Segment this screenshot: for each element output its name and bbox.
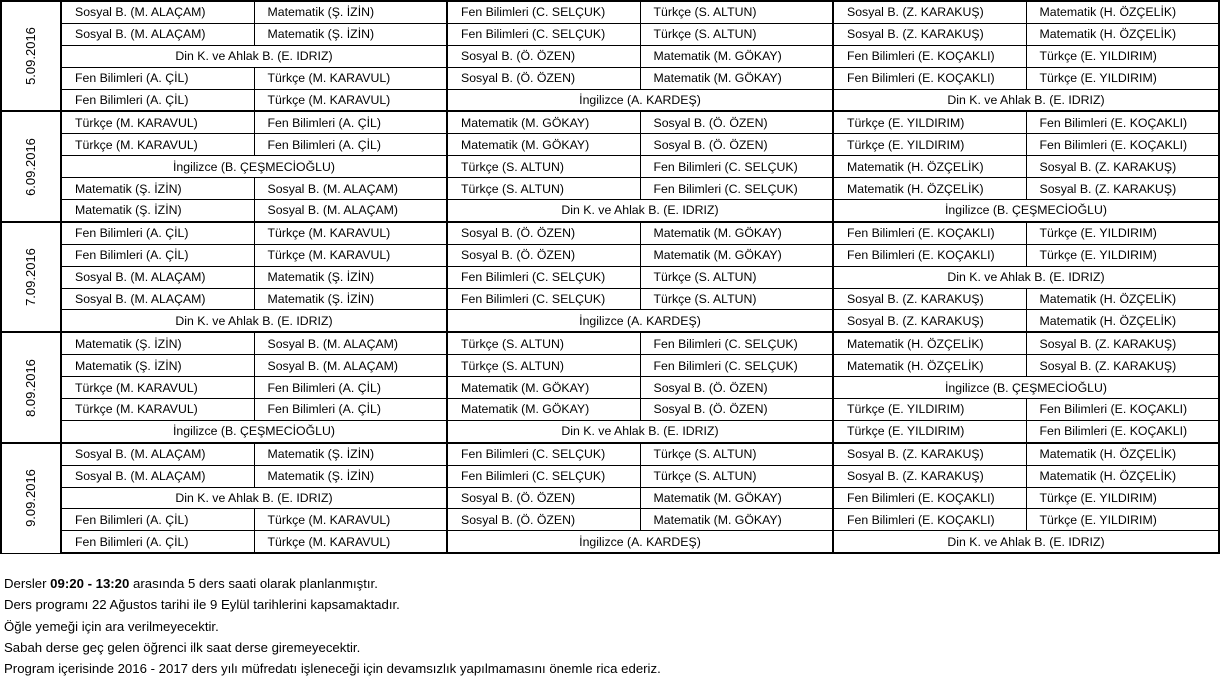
lesson-cell: Türkçe (E. YILDIRIM) xyxy=(1026,487,1219,509)
lesson-cell: Sosyal B. (Ö. ÖZEN) xyxy=(447,222,640,244)
lesson-cell: Matematik (M. GÖKAY) xyxy=(447,111,640,133)
lesson-cell: Fen Bilimleri (A. ÇİL) xyxy=(61,244,254,266)
lesson-cell: Türkçe (S. ALTUN) xyxy=(640,23,833,45)
day-date-cell xyxy=(1,1,61,111)
table-row xyxy=(1,443,1219,465)
table-row xyxy=(1,45,1219,67)
lesson-cell: Matematik (M. GÖKAY) xyxy=(640,45,833,67)
lesson-cell: Türkçe (M. KARAVUL) xyxy=(254,244,447,266)
lesson-cell: Türkçe (S. ALTUN) xyxy=(640,1,833,23)
lesson-cell: Sosyal B. (Z. KARAKUŞ) xyxy=(1026,178,1219,200)
lesson-cell: Fen Bilimleri (E. KOÇAKLI) xyxy=(833,487,1026,509)
lesson-cell: Sosyal B. (M. ALAÇAM) xyxy=(254,355,447,377)
note-attendance: Program içerisinde 2016 - 2017 ders yılı müfredatı işleneceği için devamsızlık yapılmamasını önemle rica ederiz. xyxy=(4,661,661,677)
lesson-cell: İngilizce (B. ÇEŞMECİOĞLU) xyxy=(61,156,447,178)
lesson-cell: Matematik (H. ÖZÇELİK) xyxy=(833,332,1026,354)
lesson-cell: Sosyal B. (Z. KARAKUŞ) xyxy=(1026,355,1219,377)
lesson-cell: Matematik (Ş. İZİN) xyxy=(254,443,447,465)
table-row xyxy=(1,487,1219,509)
lesson-cell: Din K. ve Ahlak B. (E. IDRIZ) xyxy=(61,487,447,509)
day-date-label: 6.09.2016 xyxy=(23,137,38,196)
lesson-cell: Fen Bilimleri (C. SELÇUK) xyxy=(447,23,640,45)
table-row xyxy=(1,67,1219,89)
lesson-cell: Türkçe (E. YILDIRIM) xyxy=(833,399,1026,421)
note-no-lunch-break: Öğle yemeği için ara verilmeyecektir. xyxy=(4,618,219,634)
lesson-cell: Sosyal B. (M. ALAÇAM) xyxy=(61,288,254,310)
lesson-cell: Sosyal B. (Ö. ÖZEN) xyxy=(447,67,640,89)
lesson-cell: Fen Bilimleri (C. SELÇUK) xyxy=(447,288,640,310)
lesson-cell: Matematik (Ş. İZİN) xyxy=(61,332,254,354)
day-date-label: 9.09.2016 xyxy=(23,469,38,528)
lesson-cell: İngilizce (A. KARDEŞ) xyxy=(447,310,833,332)
lesson-cell: Matematik (Ş. İZİN) xyxy=(254,1,447,23)
lesson-cell: Fen Bilimleri (E. KOÇAKLI) xyxy=(833,244,1026,266)
lesson-cell: Sosyal B. (Ö. ÖZEN) xyxy=(640,377,833,399)
lesson-cell: Sosyal B. (Z. KARAKUŞ) xyxy=(1026,332,1219,354)
table-row xyxy=(1,355,1219,377)
lesson-cell: Fen Bilimleri (E. KOÇAKLI) xyxy=(1026,111,1219,133)
lesson-cell: Fen Bilimleri (E. KOÇAKLI) xyxy=(1026,420,1219,442)
table-row xyxy=(1,420,1219,442)
lesson-cell: Matematik (H. ÖZÇELİK) xyxy=(833,355,1026,377)
lesson-cell: Türkçe (E. YILDIRIM) xyxy=(1026,509,1219,531)
lesson-cell: Türkçe (E. YILDIRIM) xyxy=(1026,244,1219,266)
lesson-cell: Sosyal B. (Z. KARAKUŞ) xyxy=(833,443,1026,465)
lesson-cell: Türkçe (M. KARAVUL) xyxy=(61,111,254,133)
lesson-cell: Matematik (H. ÖZÇELİK) xyxy=(833,178,1026,200)
lesson-cell: Sosyal B. (Ö. ÖZEN) xyxy=(447,244,640,266)
lesson-cell: İngilizce (A. KARDEŞ) xyxy=(447,531,833,553)
lesson-cell: Türkçe (E. YILDIRIM) xyxy=(833,420,1026,442)
day-date-cell xyxy=(1,222,61,332)
lesson-cell: Sosyal B. (Z. KARAKUŞ) xyxy=(833,310,1026,332)
lesson-cell: Din K. ve Ahlak B. (E. IDRIZ) xyxy=(61,45,447,67)
table-row xyxy=(1,266,1219,288)
lesson-cell: Matematik (M. GÖKAY) xyxy=(640,222,833,244)
lesson-cell: Din K. ve Ahlak B. (E. IDRIZ) xyxy=(447,200,833,222)
lesson-cell: Matematik (Ş. İZİN) xyxy=(254,23,447,45)
lesson-cell: Türkçe (M. KARAVUL) xyxy=(61,377,254,399)
lesson-cell: Matematik (M. GÖKAY) xyxy=(447,134,640,156)
lesson-cell: Sosyal B. (Ö. ÖZEN) xyxy=(640,399,833,421)
table-row xyxy=(1,244,1219,266)
lesson-cell: Fen Bilimleri (C. SELÇUK) xyxy=(640,178,833,200)
lesson-cell: Sosyal B. (Z. KARAKUŞ) xyxy=(833,288,1026,310)
lesson-cell: Sosyal B. (M. ALAÇAM) xyxy=(254,178,447,200)
lesson-cell: Fen Bilimleri (A. ÇİL) xyxy=(254,111,447,133)
lesson-cell: Sosyal B. (M. ALAÇAM) xyxy=(61,465,254,487)
table-row xyxy=(1,310,1219,332)
lesson-cell: Türkçe (M. KARAVUL) xyxy=(254,509,447,531)
lesson-cell: Sosyal B. (Z. KARAKUŞ) xyxy=(833,23,1026,45)
lesson-cell: Matematik (M. GÖKAY) xyxy=(447,377,640,399)
lesson-cell: Sosyal B. (M. ALAÇAM) xyxy=(254,332,447,354)
lesson-cell: Sosyal B. (Ö. ÖZEN) xyxy=(447,509,640,531)
lesson-cell: Türkçe (S. ALTUN) xyxy=(447,332,640,354)
lesson-cell: İngilizce (B. ÇEŞMECİOĞLU) xyxy=(833,200,1219,222)
lesson-cell: Türkçe (E. YILDIRIM) xyxy=(1026,67,1219,89)
lesson-cell: Din K. ve Ahlak B. (E. IDRIZ) xyxy=(447,420,833,442)
lesson-cell: İngilizce (B. ÇEŞMECİOĞLU) xyxy=(833,377,1219,399)
table-row xyxy=(1,509,1219,531)
lesson-cell: Matematik (Ş. İZİN) xyxy=(61,178,254,200)
day-date-label: 8.09.2016 xyxy=(23,358,38,417)
lesson-cell: Fen Bilimleri (A. ÇİL) xyxy=(61,222,254,244)
lesson-cell: Sosyal B. (Ö. ÖZEN) xyxy=(447,487,640,509)
lesson-cell: Türkçe (E. YILDIRIM) xyxy=(1026,45,1219,67)
lesson-cell: Türkçe (M. KARAVUL) xyxy=(254,89,447,111)
lesson-cell: Fen Bilimleri (E. KOÇAKLI) xyxy=(833,45,1026,67)
lesson-cell: Fen Bilimleri (C. SELÇUK) xyxy=(447,443,640,465)
lesson-cell: Sosyal B. (Z. KARAKUŞ) xyxy=(833,1,1026,23)
lesson-cell: Türkçe (S. ALTUN) xyxy=(447,355,640,377)
lesson-cell: Matematik (Ş. İZİN) xyxy=(254,266,447,288)
lesson-cell: Fen Bilimleri (C. SELÇUK) xyxy=(447,1,640,23)
lesson-cell: Türkçe (S. ALTUN) xyxy=(447,156,640,178)
lesson-cell: Matematik (Ş. İZİN) xyxy=(254,465,447,487)
lesson-cell: Fen Bilimleri (E. KOÇAKLI) xyxy=(1026,134,1219,156)
table-row xyxy=(1,531,1219,553)
lesson-cell: Fen Bilimleri (C. SELÇUK) xyxy=(447,266,640,288)
lesson-cell: Türkçe (S. ALTUN) xyxy=(447,178,640,200)
lesson-cell: Fen Bilimleri (E. KOÇAKLI) xyxy=(1026,399,1219,421)
lesson-cell: Matematik (Ş. İZİN) xyxy=(254,288,447,310)
lesson-cell: Türkçe (M. KARAVUL) xyxy=(254,67,447,89)
lesson-cell: Matematik (M. GÖKAY) xyxy=(640,244,833,266)
lesson-cell: Matematik (M. GÖKAY) xyxy=(640,67,833,89)
table-row xyxy=(1,399,1219,421)
table-row xyxy=(1,156,1219,178)
day-date-cell xyxy=(1,443,61,553)
lesson-cell: Fen Bilimleri (C. SELÇUK) xyxy=(447,465,640,487)
lesson-cell: Fen Bilimleri (E. KOÇAKLI) xyxy=(833,222,1026,244)
lesson-cell: Sosyal B. (M. ALAÇAM) xyxy=(61,266,254,288)
table-row xyxy=(1,465,1219,487)
lesson-cell: Fen Bilimleri (A. ÇİL) xyxy=(254,399,447,421)
table-row xyxy=(1,89,1219,111)
lesson-cell: Matematik (M. GÖKAY) xyxy=(640,487,833,509)
lesson-cell: Sosyal B. (Ö. ÖZEN) xyxy=(640,134,833,156)
lesson-cell: Türkçe (E. YILDIRIM) xyxy=(1026,222,1219,244)
lesson-cell: Fen Bilimleri (A. ÇİL) xyxy=(61,531,254,553)
lesson-cell: Fen Bilimleri (A. ÇİL) xyxy=(61,89,254,111)
lesson-cell: Sosyal B. (Z. KARAKUŞ) xyxy=(1026,156,1219,178)
lesson-cell: Fen Bilimleri (E. KOÇAKLI) xyxy=(833,509,1026,531)
day-date-cell xyxy=(1,332,61,442)
lesson-cell: Fen Bilimleri (A. ÇİL) xyxy=(61,509,254,531)
lesson-cell: Türkçe (S. ALTUN) xyxy=(640,266,833,288)
lesson-cell: Matematik (H. ÖZÇELİK) xyxy=(1026,310,1219,332)
lesson-cell: Din K. ve Ahlak B. (E. IDRIZ) xyxy=(833,89,1219,111)
table-row xyxy=(1,222,1219,244)
notes xyxy=(4,573,661,679)
lesson-cell: Matematik (H. ÖZÇELİK) xyxy=(1026,443,1219,465)
lesson-cell: Matematik (Ş. İZİN) xyxy=(61,355,254,377)
note-class-hours: Dersler 09:20 - 13:20 arasında 5 ders saati olarak planlanmıştır. xyxy=(4,576,378,591)
note-program-dates: Ders programı 22 Ağustos tarihi ile 9 Eylül tarihlerini kapsamaktadır. xyxy=(4,597,400,613)
lesson-cell: Matematik (Ş. İZİN) xyxy=(61,200,254,222)
lesson-cell: Fen Bilimleri (A. ÇİL) xyxy=(254,134,447,156)
table-row xyxy=(1,178,1219,200)
lesson-cell: Din K. ve Ahlak B. (E. IDRIZ) xyxy=(833,531,1219,553)
lesson-cell: Din K. ve Ahlak B. (E. IDRIZ) xyxy=(61,310,447,332)
lesson-cell: Türkçe (S. ALTUN) xyxy=(640,288,833,310)
lesson-cell: Matematik (H. ÖZÇELİK) xyxy=(833,156,1026,178)
lesson-cell: Din K. ve Ahlak B. (E. IDRIZ) xyxy=(833,266,1219,288)
note-late-arrival: Sabah derse geç gelen öğrenci ilk saat derse giremeyecektir. xyxy=(4,639,361,655)
lesson-cell: Türkçe (S. ALTUN) xyxy=(640,443,833,465)
lesson-cell: Türkçe (S. ALTUN) xyxy=(640,465,833,487)
lesson-cell: Matematik (M. GÖKAY) xyxy=(447,399,640,421)
lesson-cell: Matematik (H. ÖZÇELİK) xyxy=(1026,465,1219,487)
lesson-cell: Türkçe (E. YILDIRIM) xyxy=(833,111,1026,133)
lesson-cell: Fen Bilimleri (C. SELÇUK) xyxy=(640,156,833,178)
lesson-cell: Fen Bilimleri (A. ÇİL) xyxy=(254,377,447,399)
lesson-cell: Fen Bilimleri (C. SELÇUK) xyxy=(640,332,833,354)
lesson-cell: Türkçe (M. KARAVUL) xyxy=(61,134,254,156)
note-time-range: 09:20 - 13:20 xyxy=(50,576,130,591)
lesson-cell: Fen Bilimleri (A. ÇİL) xyxy=(61,67,254,89)
lesson-cell: İngilizce (A. KARDEŞ) xyxy=(447,89,833,111)
lesson-cell: İngilizce (B. ÇEŞMECİOĞLU) xyxy=(61,420,447,442)
table-row xyxy=(1,200,1219,222)
day-date-cell xyxy=(1,111,61,221)
table-row xyxy=(1,134,1219,156)
lesson-cell: Matematik (H. ÖZÇELİK) xyxy=(1026,288,1219,310)
lesson-cell: Sosyal B. (M. ALAÇAM) xyxy=(61,1,254,23)
lesson-cell: Sosyal B. (M. ALAÇAM) xyxy=(254,200,447,222)
lesson-cell: Türkçe (M. KARAVUL) xyxy=(254,222,447,244)
table-row xyxy=(1,332,1219,354)
table-row xyxy=(1,1,1219,23)
lesson-cell: Fen Bilimleri (C. SELÇUK) xyxy=(640,355,833,377)
lesson-cell: Sosyal B. (Ö. ÖZEN) xyxy=(447,45,640,67)
lesson-cell: Türkçe (E. YILDIRIM) xyxy=(833,134,1026,156)
table-row xyxy=(1,288,1219,310)
lesson-cell: Sosyal B. (Ö. ÖZEN) xyxy=(640,111,833,133)
table-row xyxy=(1,111,1219,133)
lesson-cell: Türkçe (M. KARAVUL) xyxy=(61,399,254,421)
lesson-cell: Sosyal B. (Z. KARAKUŞ) xyxy=(833,465,1026,487)
lesson-cell: Türkçe (M. KARAVUL) xyxy=(254,531,447,553)
lesson-cell: Sosyal B. (M. ALAÇAM) xyxy=(61,23,254,45)
lesson-cell: Sosyal B. (M. ALAÇAM) xyxy=(61,443,254,465)
day-date-label: 5.09.2016 xyxy=(23,27,38,86)
table-row xyxy=(1,23,1219,45)
lesson-cell: Matematik (H. ÖZÇELİK) xyxy=(1026,23,1219,45)
lesson-cell: Fen Bilimleri (E. KOÇAKLI) xyxy=(833,67,1026,89)
day-date-label: 7.09.2016 xyxy=(23,248,38,307)
table-row xyxy=(1,377,1219,399)
lesson-cell: Matematik (H. ÖZÇELİK) xyxy=(1026,1,1219,23)
lesson-cell: Matematik (M. GÖKAY) xyxy=(640,509,833,531)
